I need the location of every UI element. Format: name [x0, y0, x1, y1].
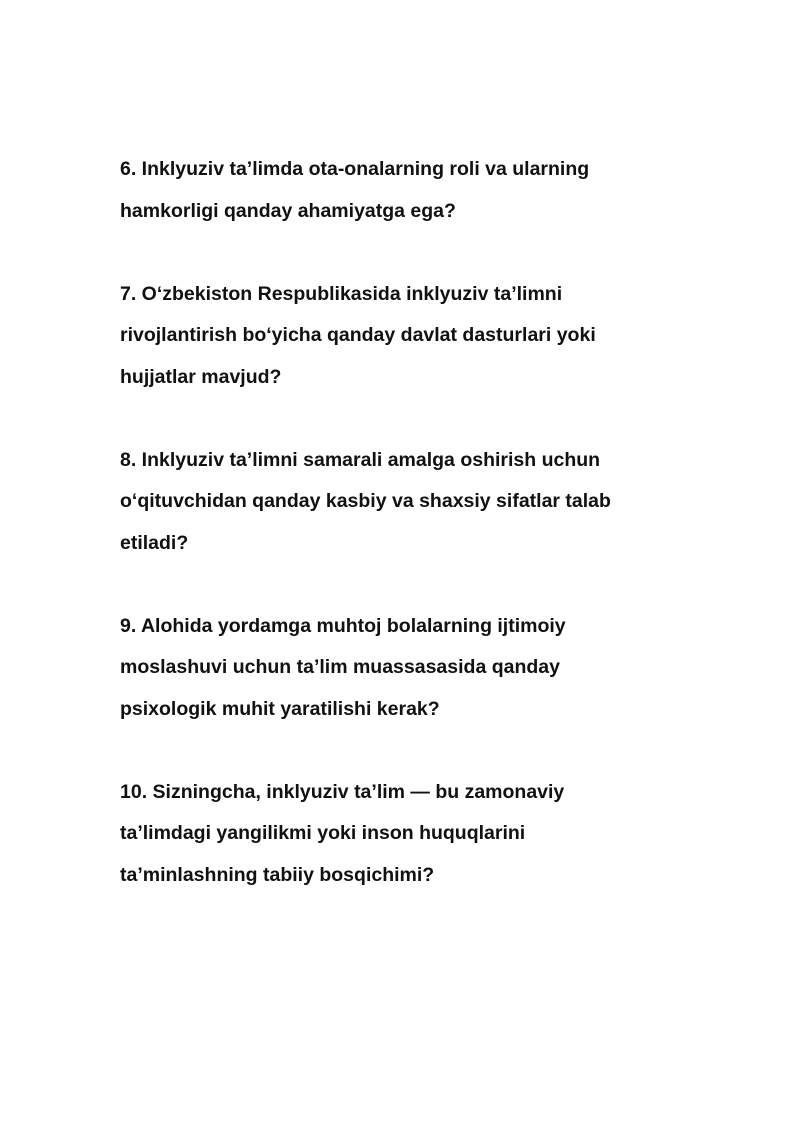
- question-9-line-1: 9. Alohida yordamga muhtoj bolalarning ijtimoiy: [120, 614, 566, 637]
- question-9-line-2: moslashuvi uchun ta’lim muassasasida qanday: [120, 656, 560, 678]
- question-10-line-2: ta’limdagi yangilikmi yoki inson huquqlarini: [120, 822, 526, 844]
- question-9-line-3: psixologik muhit yaratilishi kerak?: [120, 697, 440, 720]
- question-9: [120, 606, 700, 731]
- question-6-line-1: 6. Inklyuziv ta’limda ota-onalarning roli va ularning: [120, 158, 590, 180]
- question-8: [120, 440, 700, 565]
- question-10-line-3: ta’minlashning tabiiy bosqichimi?: [120, 863, 435, 886]
- question-6: [120, 149, 700, 232]
- question-7-line-1: 7. O‘zbekiston Respublikasida inklyuziv ta’limni: [120, 282, 563, 305]
- question-8-line-1: 8. Inklyuziv ta’limni samarali amalga oshirish uchun: [120, 448, 601, 471]
- question-7-line-3: hujjatlar mavjud?: [120, 365, 282, 388]
- question-10: [120, 772, 700, 897]
- question-6-line-2: hamkorligi qanday ahamiyatga ega?: [120, 199, 456, 222]
- question-7: [120, 274, 700, 399]
- question-7-line-2: rivojlantirish bo‘yicha qanday davlat dasturlari yoki: [120, 324, 596, 346]
- question-10-line-1: 10. Sizningcha, inklyuziv ta’lim — bu zamonaviy: [120, 780, 565, 803]
- document-page: [120, 149, 700, 938]
- question-8-line-2: o‘qituvchidan qanday kasbiy va shaxsiy sifatlar talab: [120, 490, 611, 512]
- question-8-line-3: etiladi?: [120, 531, 189, 554]
